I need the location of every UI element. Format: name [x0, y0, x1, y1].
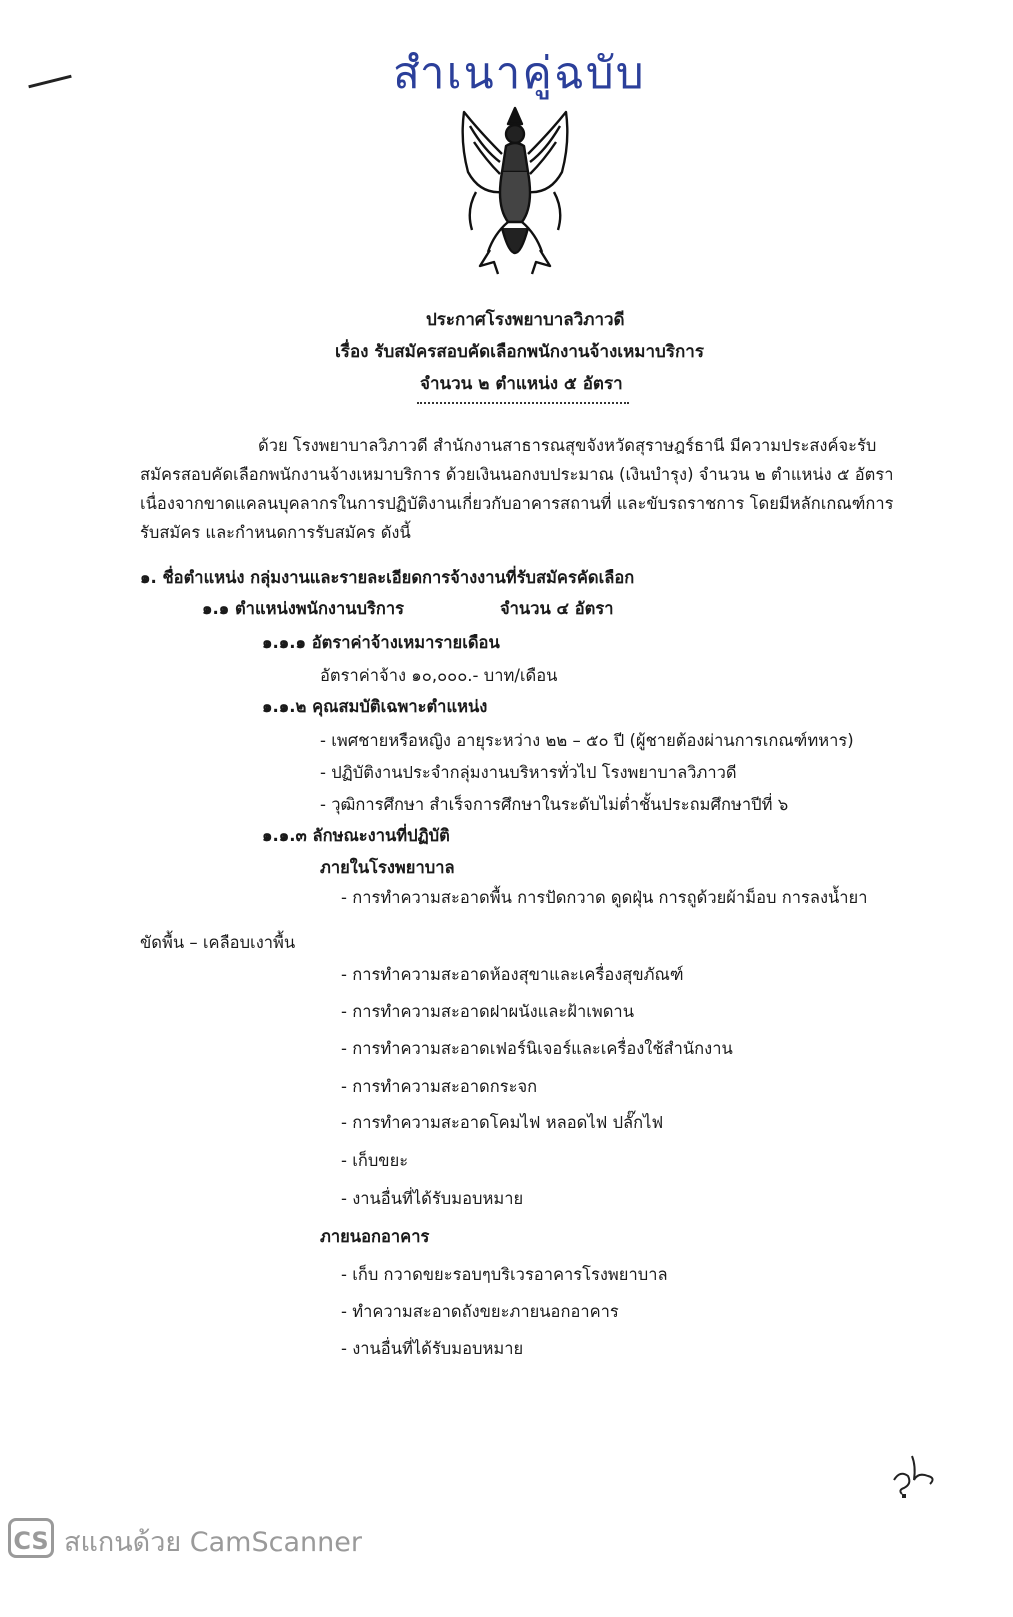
- intro-line-1: ด้วย โรงพยาบาลวิภาวดี สำนักงานสาธารณสุขจังหวัดสุราษฎร์ธานี มีความประสงค์จะรับ: [258, 436, 877, 455]
- intro-line-3: เนื่องจากขาดแคลนบุคลากรในการปฏิบัติงานเกี่ยวกับอาคารสถานที่ และขับรถราชการ โดยมีหลักเกณฑ์การ: [140, 494, 894, 513]
- outside-duty-item: - เก็บ กวาดขยะรอบๆบริเวรอาคารโรงพยาบาล: [341, 1265, 668, 1284]
- inside-duty-item: - การทำความสะอาดห้องสุขาและเครื่องสุขภัณฑ์: [341, 965, 684, 984]
- signature-mark: [888, 1450, 944, 1500]
- inside-duty-item: - การทำความสะอาดกระจก: [341, 1077, 538, 1096]
- qualification-item: - เพศชายหรือหญิง อายุระหว่าง ๒๒ – ๕๐ ปี (ผู้ชายต้องผ่านการเกณฑ์ทหาร): [320, 731, 854, 750]
- garuda-emblem: [450, 102, 580, 284]
- wage-value: อัตราค่าจ้าง ๑๐,๐๐๐.- บาท/เดือน: [320, 666, 558, 685]
- intro-line-4: รับสมัคร และกำหนดการรับสมัคร ดังนี้: [140, 523, 411, 542]
- header-line-3: จำนวน ๒ ตำแหน่ง ๕ อัตรา: [420, 374, 623, 394]
- inside-duty-item: - การทำความสะอาดเฟอร์นิเจอร์และเครื่องใช้สำนักงาน: [341, 1039, 733, 1058]
- camscanner-watermark: สแกนด้วย CamScanner: [64, 1527, 362, 1558]
- qualification-item: - วุฒิการศึกษา สำเร็จการศึกษาในระดับไม่ต่ำชั้นประถมศึกษาปีที่ ๖: [320, 795, 789, 814]
- section-1-heading: ๑. ชื่อตำแหน่ง กลุ่มงานและรายละเอียดการจ้างงานที่รับสมัครคัดเลือก: [140, 568, 635, 587]
- outside-heading: ภายนอกอาคาร: [320, 1227, 430, 1246]
- outside-duty-item: - งานอื่นที่ได้รับมอบหมาย: [341, 1339, 524, 1358]
- inside-duty-item: - การทำความสะอาดพื้น การปัดกวาด ดูดฝุ่น การถูด้วยผ้าม็อบ การลงน้ำยา: [341, 888, 868, 907]
- intro-line-2: สมัครสอบคัดเลือกพนักงานจ้างเหมาบริการ ด้วยเงินนอกงบประมาณ (เงินบำรุง) จำนวน ๒ ตำแหน่ง ๕ อัตรา: [140, 465, 894, 484]
- qualification-heading: ๑.๑.๒ คุณสมบัติเฉพาะตำแหน่ง: [262, 697, 488, 716]
- dotted-separator: [417, 400, 629, 404]
- header-line-2: เรื่อง รับสมัครสอบคัดเลือกพนักงานจ้างเหมาบริการ: [335, 342, 704, 362]
- duty-heading: ๑.๑.๓ ลักษณะงานที่ปฏิบัติ: [262, 826, 450, 845]
- position-count: จำนวน ๔ อัตรา: [500, 599, 614, 618]
- copy-stamp: สำเนาคู่ฉบับ: [393, 48, 646, 99]
- wage-heading: ๑.๑.๑ อัตราค่าจ้างเหมารายเดือน: [262, 633, 500, 652]
- inside-duty-item: - การทำความสะอาดฝาผนังและฝ้าเพดาน: [341, 1002, 634, 1021]
- inside-duty-item: - การทำความสะอาดโคมไฟ หลอดไฟ ปลั๊กไฟ: [341, 1113, 664, 1132]
- inside-duty-item: - เก็บขยะ: [341, 1151, 409, 1170]
- inside-duty-item-continuation: ขัดพื้น – เคลือบเงาพื้น: [140, 933, 296, 952]
- position-label: ๑.๑ ตำแหน่งพนักงานบริการ: [202, 599, 404, 618]
- header-line-1: ประกาศโรงพยาบาลวิภาวดี: [426, 310, 625, 330]
- camscanner-logo: CS: [8, 1518, 54, 1558]
- pen-dash-mark: [28, 75, 71, 89]
- qualification-item: - ปฏิบัติงานประจำกลุ่มงานบริหารทั่วไป โรงพยาบาลวิภาวดี: [320, 763, 737, 782]
- inside-duty-item: - งานอื่นที่ได้รับมอบหมาย: [341, 1189, 524, 1208]
- inside-heading: ภายในโรงพยาบาล: [320, 858, 455, 877]
- outside-duty-item: - ทำความสะอาดถังขยะภายนอกอาคาร: [341, 1302, 619, 1321]
